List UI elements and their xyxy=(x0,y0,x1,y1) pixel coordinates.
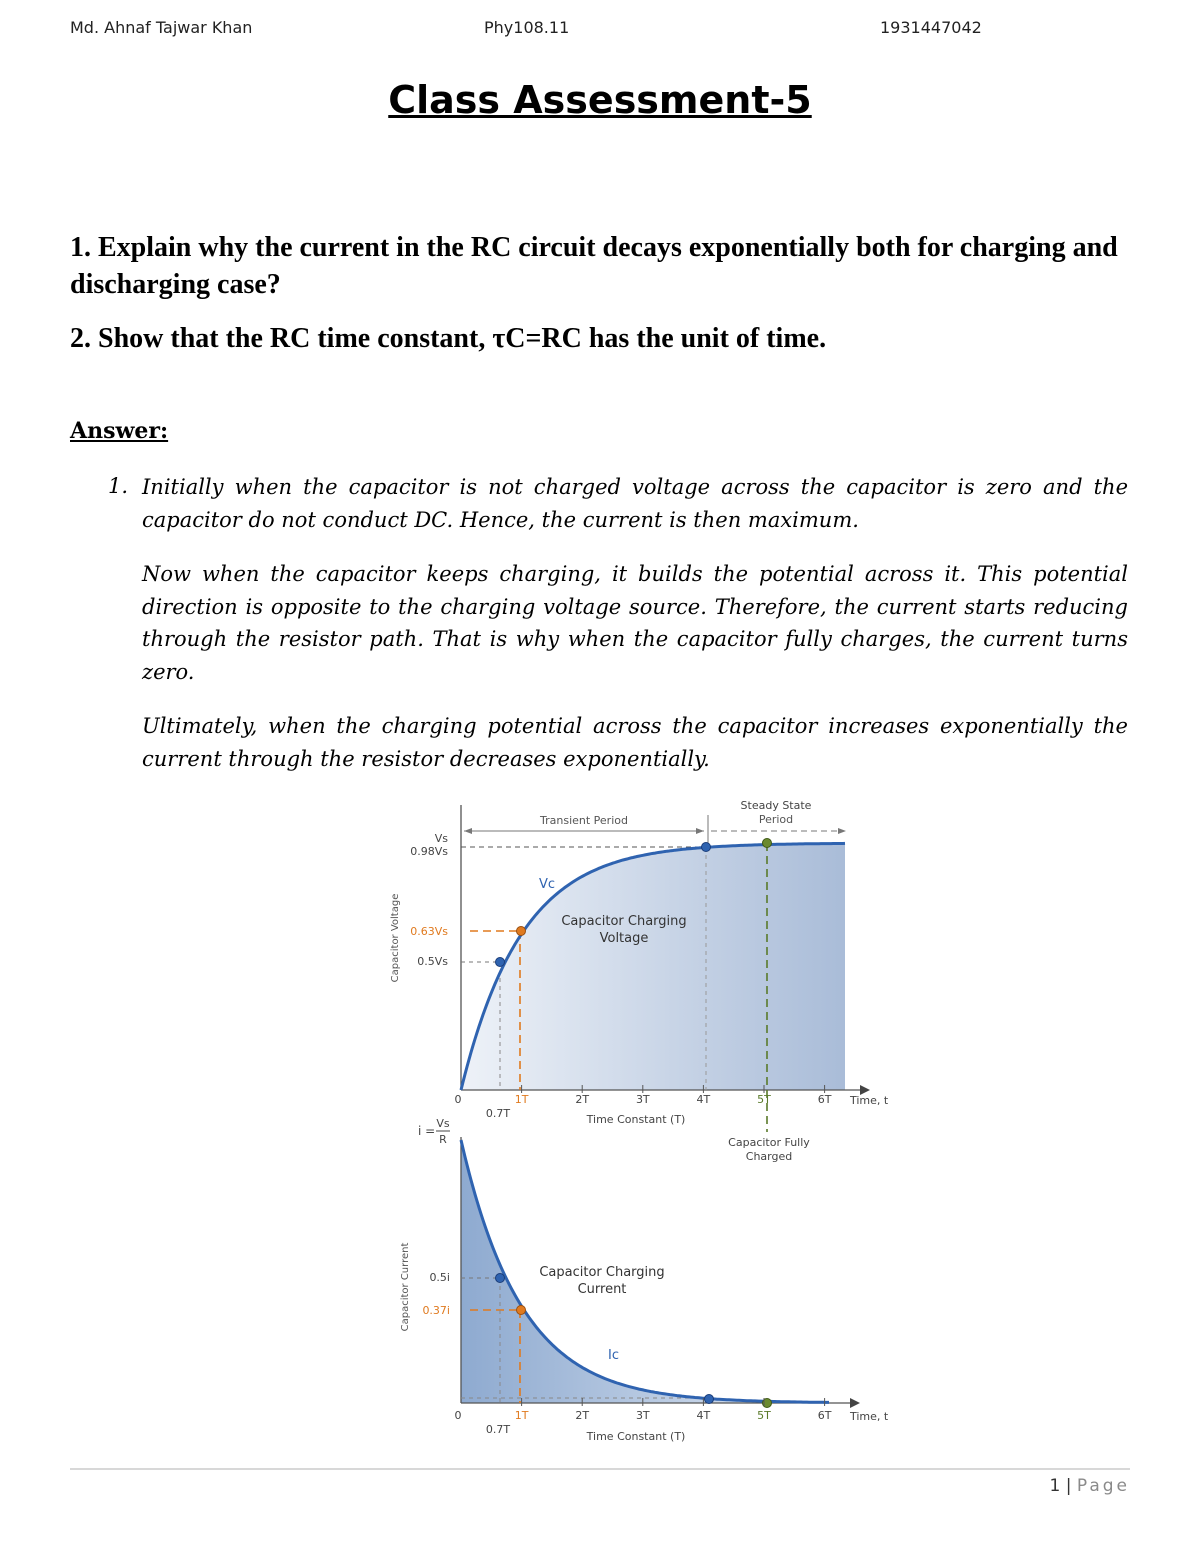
i37-label: 0.37i xyxy=(422,1304,450,1317)
arrow-right-icon xyxy=(838,828,846,834)
page-number-separator: | xyxy=(1065,1476,1072,1496)
bottom-x-axis-label: Time Constant (T) xyxy=(586,1430,686,1443)
current-area-label-2: Current xyxy=(577,1282,627,1297)
x-tick-label: 1T xyxy=(514,1409,529,1422)
x-tick-label: 3T xyxy=(635,1409,650,1422)
answer-paragraph-1: Initially when the capacitor is not charged voltage across the capacitor is zero and the capacitor do not conduct DC. Hence, the current is then maximum. xyxy=(142,475,1128,532)
point-4t-bottom xyxy=(705,1395,714,1404)
x-tick-label: 5T xyxy=(757,1093,771,1106)
x-tick-label: 6T xyxy=(817,1409,832,1422)
bottom-x-end-label: Time, t xyxy=(850,1410,889,1423)
answer-paragraph-2: Now when the capacitor keeps charging, it builds the potential across it. This potential direction is opposite to the charging voltage source. Therefore, the current starts reducing through the resistor path. That is why when the capacitor fully charges, the current turns zero. xyxy=(142,562,1128,684)
answer-heading: Answer: xyxy=(70,418,169,444)
x-tick-label: 2T xyxy=(575,1093,590,1106)
capacitor-voltage-axis-label: Capacitor Voltage xyxy=(390,893,401,983)
x-tick-label: 4T xyxy=(696,1093,711,1106)
current-area-label-1: Capacitor Charging xyxy=(539,1265,665,1280)
vs-label: Vs xyxy=(434,832,448,845)
point-0-63vs xyxy=(517,927,526,936)
x-tick-label: 4T xyxy=(696,1409,711,1422)
v50-label: 0.5Vs xyxy=(417,955,448,968)
point-0-98vs xyxy=(702,843,711,852)
steady-state-label: Steady State xyxy=(740,799,812,812)
footer-divider xyxy=(70,1468,1130,1470)
page-title: Class Assessment-5 xyxy=(388,78,812,122)
point-0-37i xyxy=(517,1306,526,1315)
page-label: Page xyxy=(1076,1476,1130,1496)
fully-charged-label-1: Capacitor Fully xyxy=(728,1136,810,1149)
page-number xyxy=(1049,1476,1130,1496)
bottom-x-arrow-icon xyxy=(850,1398,860,1408)
point-0-5vs xyxy=(496,958,505,967)
x-tick-label: 5T xyxy=(757,1409,771,1422)
question-2: 2. Show that the RC time constant, τC=RC has the unit of time. xyxy=(70,323,827,354)
point-0-5i xyxy=(496,1274,505,1283)
x-tick-label: 2T xyxy=(575,1409,590,1422)
x-tick-label: 3T xyxy=(635,1093,650,1106)
top-x-axis-label: Time Constant (T) xyxy=(586,1113,686,1126)
student-id: 1931447042 xyxy=(880,18,982,37)
fully-charged-label-2: Charged xyxy=(745,1150,793,1163)
vc-label: Vc xyxy=(539,877,556,892)
author-name: Md. Ahnaf Tajwar Khan xyxy=(70,18,253,37)
voltage-area-label-2: Voltage xyxy=(599,931,649,946)
transient-period-label: Transient Period xyxy=(540,814,628,827)
bottom-0-7t-label: 0.7T xyxy=(485,1423,511,1436)
x-tick-label: 0 xyxy=(454,1409,462,1422)
i50-label: 0.5i xyxy=(429,1271,450,1284)
arrow-left-icon xyxy=(464,828,472,834)
i-frac-den: R xyxy=(439,1133,447,1146)
v98-label: 0.98Vs xyxy=(410,845,448,858)
course-code: Phy108.11 xyxy=(484,18,570,37)
x-tick-label: 1T xyxy=(514,1093,529,1106)
point-5t-top xyxy=(763,839,772,848)
ic-label: Ic xyxy=(608,1348,619,1363)
arrow-right-icon xyxy=(696,828,704,834)
question-1: 1. Explain why the current in the RC circuit decays exponentially both for charging and discharging case? xyxy=(70,232,1118,300)
top-0-7t-label: 0.7T xyxy=(485,1107,511,1120)
x-tick-label: 6T xyxy=(817,1093,832,1106)
capacitor-current-axis-label: Capacitor Current xyxy=(400,1242,411,1332)
i-frac-num: Vs xyxy=(436,1117,450,1130)
v63-label: 0.63Vs xyxy=(410,925,448,938)
page-number-value: 1 xyxy=(1049,1476,1061,1496)
top-x-end-label: Time, t xyxy=(850,1094,889,1107)
voltage-fill-area xyxy=(461,843,845,1090)
steady-period-label: Period xyxy=(758,813,794,826)
i-equals-label: i = xyxy=(418,1124,436,1138)
voltage-area-label-1: Capacitor Charging xyxy=(561,914,687,929)
x-tick-label: 0 xyxy=(454,1093,462,1106)
answer-number: 1. xyxy=(108,474,129,498)
answer-paragraph-3: Ultimately, when the charging potential across the capacitor increases exponentially the current through the resistor decreases exponentially. xyxy=(142,714,1128,771)
